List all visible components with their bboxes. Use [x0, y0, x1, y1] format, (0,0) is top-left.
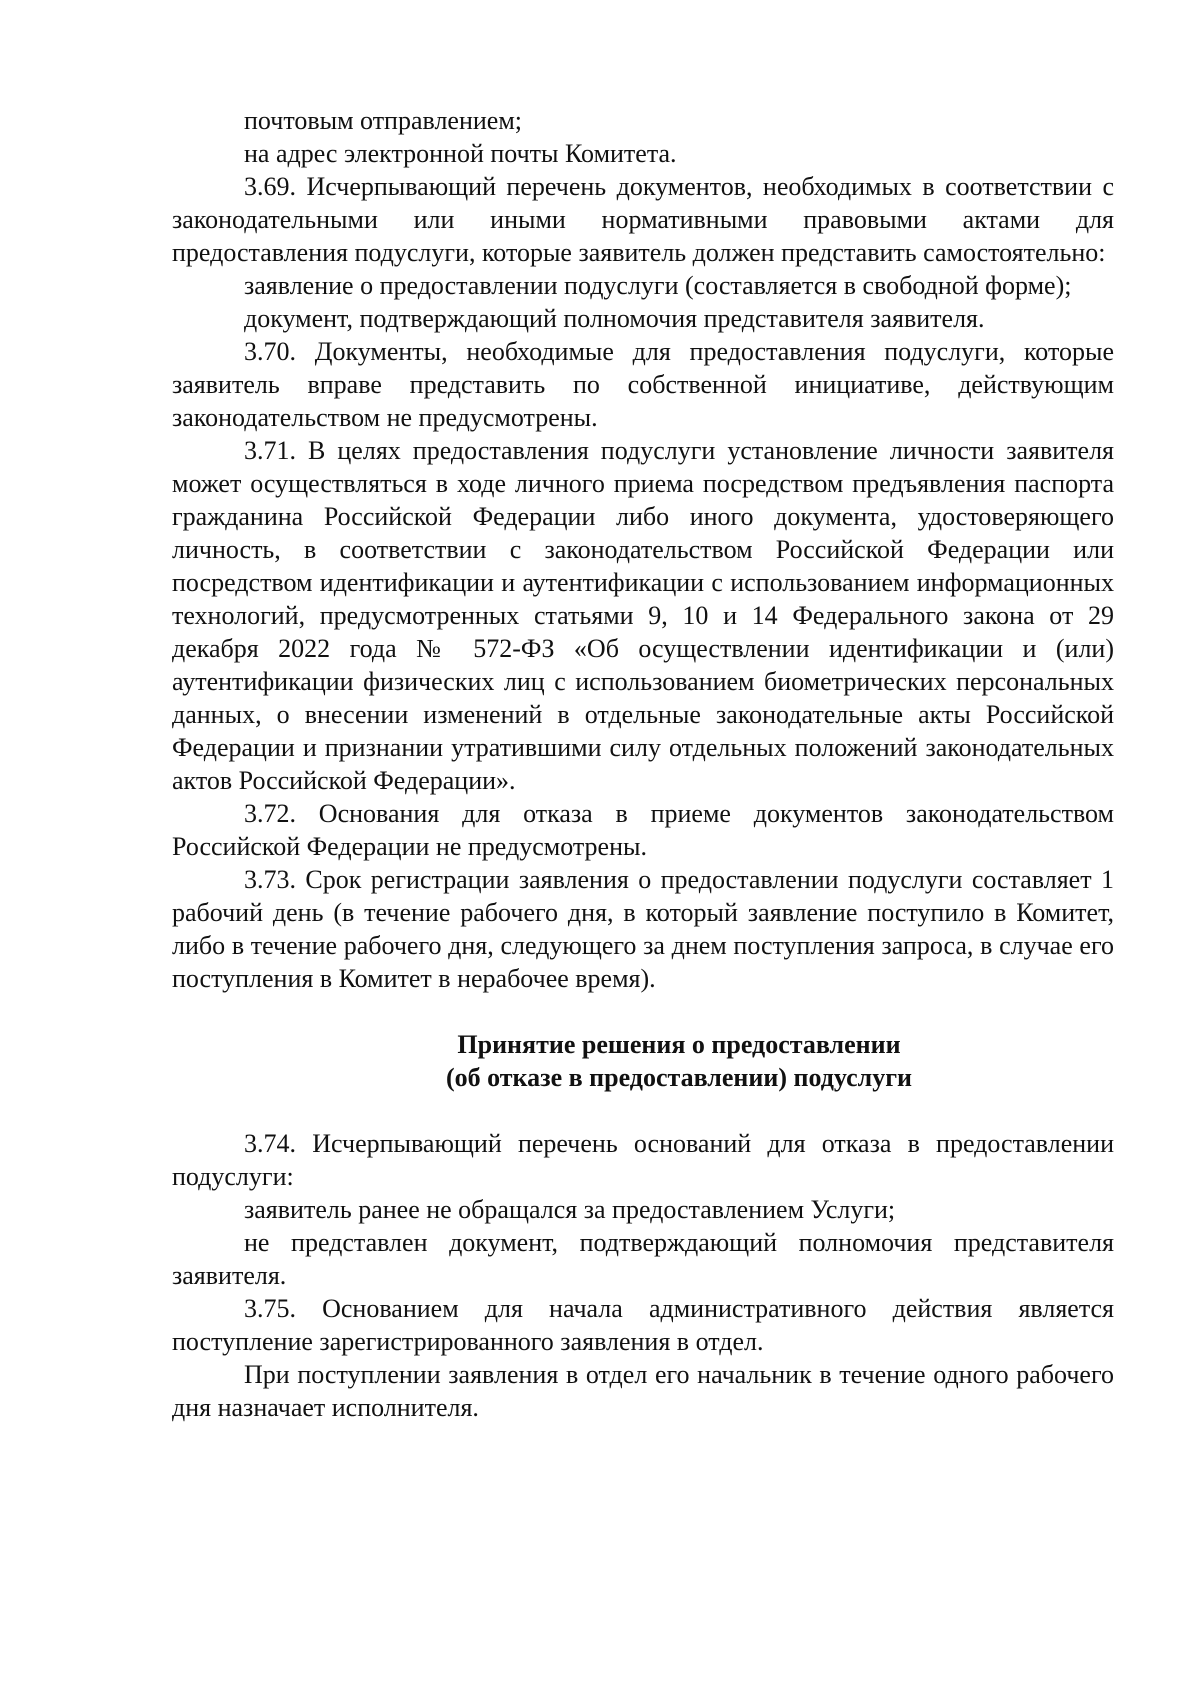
section-spacer: [172, 1094, 1114, 1127]
paragraph-authority-document: документ, подтверждающий полномочия представителя заявителя.: [244, 304, 985, 333]
paragraph-email: на адрес электронной почты Комитета.: [244, 139, 677, 168]
document-page: [172, 104, 1114, 1424]
paragraph-3-69: 3.69. Исчерпывающий перечень документов, необходимых в соответствии с законодательными или иными нормативными правовыми актами для предоставления подуслуги, которые заявитель должен представить самостоятельно:: [172, 172, 1114, 267]
paragraph-3-70: 3.70. Документы, необходимые для предоставления подуслуги, которые заявитель вправе представить по собственной инициативе, действующим законодательством не предусмотрены.: [172, 337, 1114, 432]
paragraph-3-72: 3.72. Основания для отказа в приеме документов законодательством Российской Федерации не предусмотрены.: [172, 799, 1114, 861]
paragraph-not-applied: заявитель ранее не обращался за предоставлением Услуги;: [244, 1195, 896, 1224]
section-heading-line-1: Принятие решения о предоставлении: [457, 1030, 901, 1059]
paragraph-application: заявление о предоставлении подуслуги (составляется в свободной форме);: [244, 271, 1072, 300]
paragraph-mail: почтовым отправлением;: [244, 106, 523, 135]
paragraph-assign-executor: При поступлении заявления в отдел его начальник в течение одного рабочего дня назначает исполнителя.: [172, 1360, 1114, 1422]
section-spacer: [172, 995, 1114, 1028]
paragraph-3-75: 3.75. Основанием для начала административного действия является поступление зарегистрированного заявления в отдел.: [172, 1294, 1114, 1356]
section-heading-line-2: (об отказе в предоставлении) подуслуги: [445, 1063, 913, 1092]
paragraph-3-71: 3.71. В целях предоставления подуслуги установление личности заявителя может осуществляться в ходе личного приема посредством предъявления паспорта гражданина Российской Федерации либо иного документа, удостоверяющего личность, в соответствии с законодательством Российской Федерации или посредством идентификации и аутентификации с использованием информационных технологий, предусмотренных статьями 9, 10 и 14 Федерального закона от 29 декабря 2022 года № 572-ФЗ «Об осуществлении идентификации и (или) аутентификации физических лиц с использованием биометрических персональных данных, о внесении изменений в отдельные законодательные акты Российской Федерации и признании утратившими силу отдельных положений законодательных актов Российской Федерации».: [172, 436, 1114, 795]
paragraph-3-73: 3.73. Срок регистрации заявления о предоставлении подуслуги составляет 1 рабочий день (в течение рабочего дня, в который заявление поступило в Комитет, либо в течение рабочего дня, следующего за днем поступления запроса, в случае его поступления в Комитет в нерабочее время).: [172, 865, 1114, 993]
paragraph-3-74: 3.74. Исчерпывающий перечень оснований для отказа в предоставлении подуслуги:: [172, 1129, 1114, 1191]
paragraph-not-provided: не представлен документ, подтверждающий полномочия представителя заявителя.: [172, 1228, 1114, 1290]
